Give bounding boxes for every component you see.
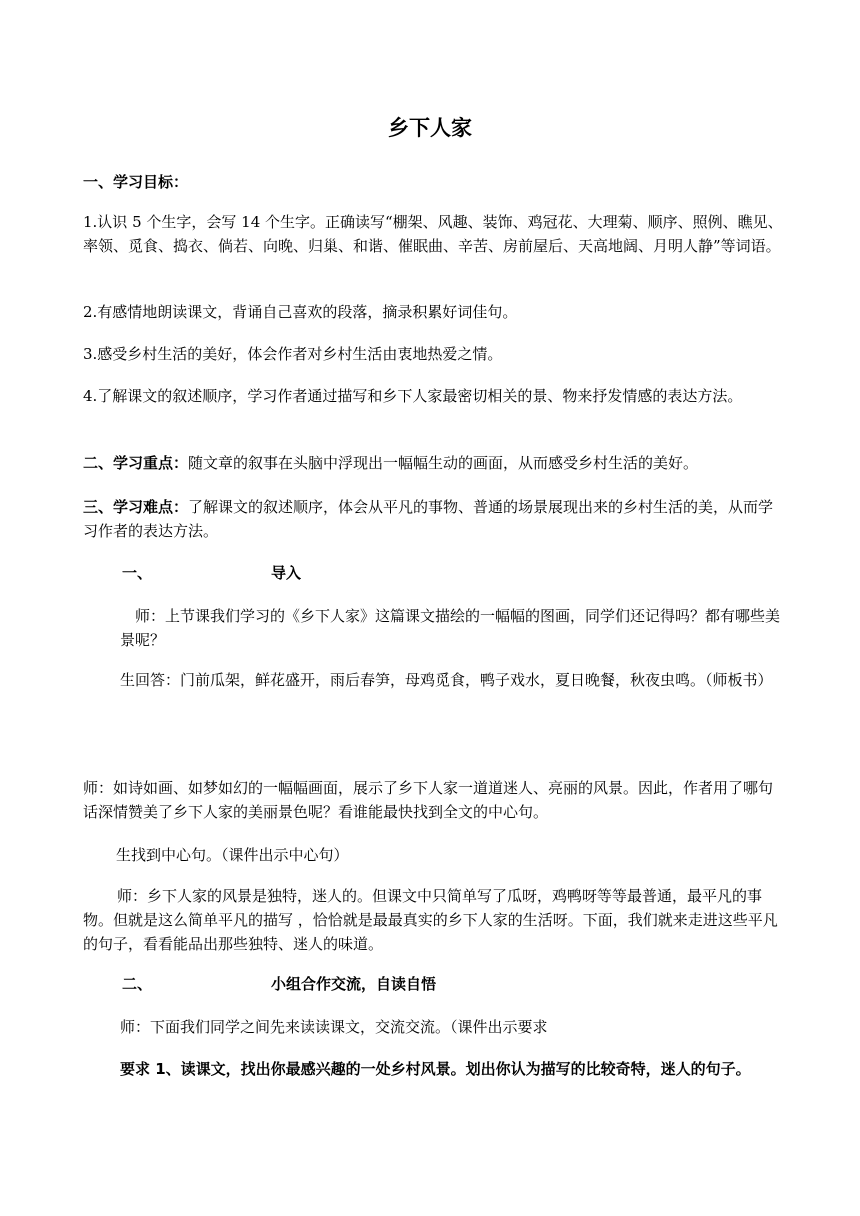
page-title: 乡下人家 xyxy=(388,116,472,140)
objective-3: 3.感受乡村生活的美好，体会作者对乡村生活由衷地热爱之情。 xyxy=(83,345,503,363)
key-point-text: 随文章的叙事在头脑中浮现出一幅幅生动的画面，从而感受乡村生活的美好。 xyxy=(188,454,699,472)
objective-4: 4.了解课文的叙述顺序，学习作者通过描写和乡下人家最密切相关的景、物来抒发情感的表达方法。 xyxy=(83,387,743,405)
objective-1: 1.认识 5 个生字，会写 14 个生字。正确读写“棚架、风趣、装饰、鸡冠花、大理菊、顺序、照例、瞧见、率领、觅食、捣衣、倘若、向晚、归巢、和谐、催眠曲、辛苦、房前屋后、天高地阔、月明人静”等词语。 xyxy=(83,213,783,255)
part1-teacher-2: 师：如诗如画、如梦如幻的一幅幅画面，展示了乡下人家一道道迷人、亮丽的风景。因此，作者用了哪句话深情赞美了乡下人家的美丽景色呢？看谁能最快找到全文的中心句。 xyxy=(83,779,774,821)
part1-teacher-3: 师：乡下人家的风景是独特，迷人的。但课文中只简单写了瓜呀，鸡鸭呀等等最普通，最平凡的事物。但就是这么简单平凡的描写 ，恰恰就是最最真实的乡下人家的生活呀。下面，我们就来走进这些平凡的句子，看看能品出那些独特、迷人的味道。 xyxy=(83,887,778,953)
part2-teacher: 师：下面我们同学之间先来读读课文，交流交流。（课件出示要求 xyxy=(120,1018,548,1036)
part1-number: 一、 xyxy=(122,564,153,582)
key-point-label: 二、学习重点： xyxy=(83,454,189,472)
difficulty-label: 三、学习难点： xyxy=(83,498,189,516)
part1-student-2: 生找到中心句。（课件出示中心句） xyxy=(116,846,349,864)
part1-student-answer: 生回答：门前瓜架，鲜花盛开，雨后春笋，母鸡觅食，鸭子戏水，夏日晚餐，秋夜虫鸣。（师板书） xyxy=(120,671,773,689)
key-point xyxy=(83,451,783,475)
part2-heading: 小组合作交流，自读自悟 xyxy=(271,975,437,993)
part1-teacher-question: 师：上节课我们学习的《乡下人家》这篇课文描绘的一幅幅的图画，同学们还记得吗？都有哪些美景呢？ xyxy=(120,607,781,649)
part1-heading: 导入 xyxy=(271,564,302,582)
difficulty-point xyxy=(83,495,783,543)
objectives-heading: 一、学习目标： xyxy=(83,173,189,191)
difficulty-text: 了解课文的叙述顺序，体会从平凡的事物、普通的场景展现出来的乡村生活的美，从而学习作者的表达方法。 xyxy=(83,498,774,540)
part2-number: 二、 xyxy=(122,975,153,993)
objective-2: 2.有感情地朗读课文，背诵自己喜欢的段落，摘录积累好词佳句。 xyxy=(83,303,518,321)
part2-requirement: 要求 1、读课文，找出你最感兴趣的一处乡村风景。划出你认为描写的比较奇特，迷人的句子。 xyxy=(120,1060,751,1078)
